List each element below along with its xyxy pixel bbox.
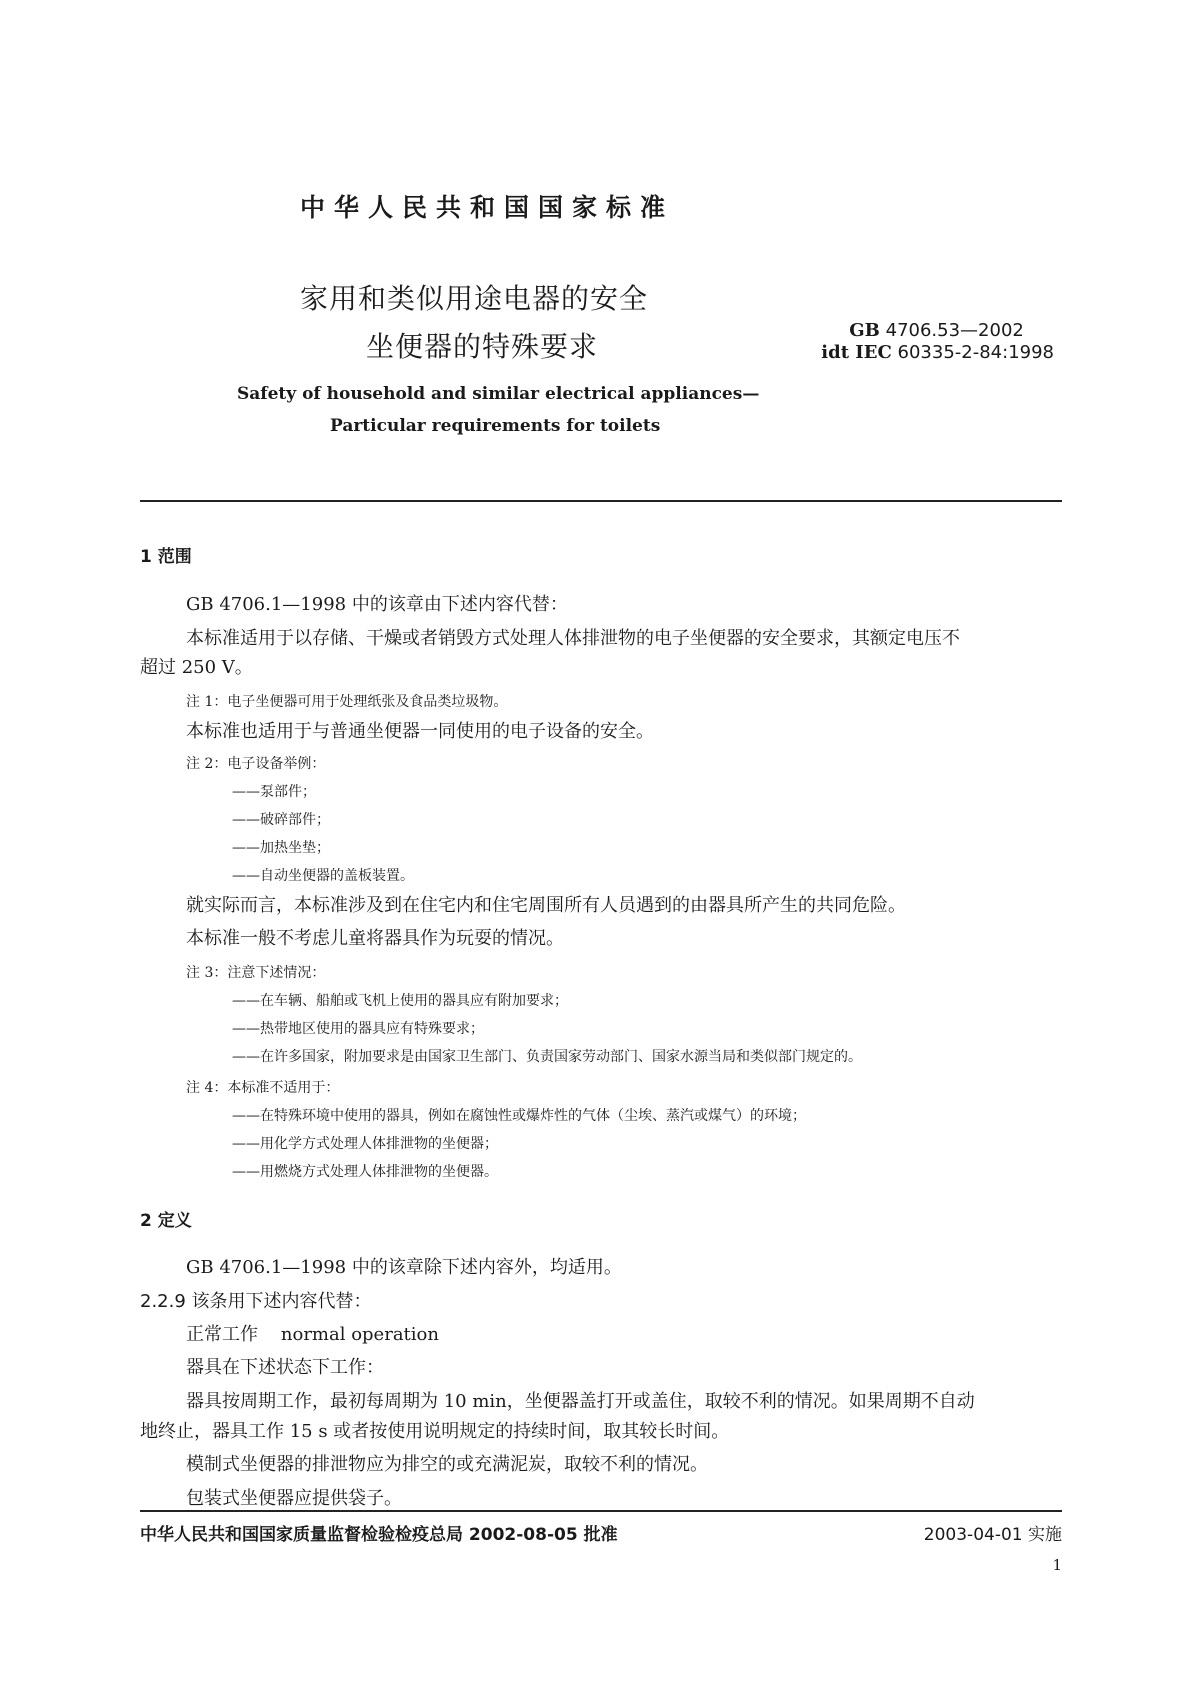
s2-term-normal-operation: 正常工作 normal operation — [186, 1324, 439, 1345]
effective-date: 2003-04-01 实施 — [923, 1525, 1062, 1545]
code-number: 4706.53—2002 — [885, 320, 1024, 341]
idt-number: 60335-2-84:1998 — [897, 342, 1054, 363]
s2-paragraph-3a: 器具按周期工作，最初每周期为 10 min，坐便器盖打开或盖住，取较不利的情况。如果周期不自动 — [186, 1391, 975, 1412]
s1-note-4: 注 4：本标准不适用于： — [186, 1080, 340, 1096]
s2-paragraph-4: 模制式坐便器的排泄物应为排空的或充满泥炭，取较不利的情况。 — [186, 1454, 708, 1475]
s1-note-3-item: ——在许多国家，附加要求是由国家卫生部门、负责国家劳动部门、国家水源当局和类似部门规定的。 — [232, 1049, 862, 1065]
s1-note-3-item: ——热带地区使用的器具应有特殊要求； — [232, 1021, 484, 1037]
s1-paragraph-5: 本标准一般不考虑儿童将器具作为玩耍的情况。 — [186, 928, 564, 949]
s1-note-4-item: ——用燃烧方式处理人体排泄物的坐便器。 — [232, 1164, 498, 1180]
s1-note-1: 注 1：电子坐便器可用于处理纸张及食品类垃圾物。 — [186, 694, 508, 710]
s1-note-2-item: ——加热坐垫； — [232, 840, 330, 856]
header-divider — [140, 500, 1062, 502]
footer-divider — [140, 1510, 1062, 1512]
s1-note-4-item: ——用化学方式处理人体排泄物的坐便器； — [232, 1136, 498, 1152]
national-standard-heading: 中华人民共和国国家标准 — [300, 193, 675, 222]
s1-note-3-item: ——在车辆、船舶或飞机上使用的器具应有附加要求； — [232, 993, 568, 1009]
s2-clause-2-2-9: 2.2.9 该条用下述内容代替： — [140, 1291, 372, 1312]
s1-note-2-item: ——自动坐便器的盖板装置。 — [232, 868, 414, 884]
s1-paragraph-2a: 本标准适用于以存储、干燥或者销毁方式处理人体排泄物的电子坐便器的安全要求，其额定电压不 — [186, 628, 960, 649]
s1-paragraph-1: GB 4706.1—1998 中的该章由下述内容代替： — [186, 594, 568, 615]
section-1-heading: 1 范围 — [140, 547, 192, 567]
s1-note-2-item: ——泵部件； — [232, 784, 316, 800]
title-line-1: 家用和类似用途电器的安全 — [300, 282, 649, 315]
english-title-line-2: Particular requirements for toilets — [330, 416, 661, 436]
section-2-heading: 2 定义 — [140, 1211, 192, 1231]
s2-paragraph-2: 器具在下述状态下工作： — [186, 1357, 384, 1378]
page-number: 1 — [1052, 1556, 1062, 1574]
s1-paragraph-2b: 超过 250 V。 — [140, 657, 253, 678]
idt-prefix: idt IEC — [821, 342, 892, 363]
code-prefix: GB — [849, 320, 880, 341]
s1-paragraph-3: 本标准也适用于与普通坐便器一同使用的电子设备的安全。 — [186, 721, 654, 742]
s2-paragraph-3b: 地终止，器具工作 15 s 或者按使用说明规定的持续时间，取其较长时间。 — [140, 1421, 730, 1442]
standard-code-block — [821, 320, 1054, 364]
s1-note-2: 注 2：电子设备举例： — [186, 756, 326, 772]
s1-note-4-item: ——在特殊环境中使用的器具，例如在腐蚀性或爆炸性的气体（尘埃、蒸汽或煤气）的环境； — [232, 1108, 806, 1124]
approval-line: 中华人民共和国国家质量监督检验检疫总局 2002-08-05 批准 — [140, 1525, 618, 1545]
title-line-2: 坐便器的特殊要求 — [366, 330, 599, 363]
s1-note-2-item: ——破碎部件； — [232, 812, 330, 828]
s2-paragraph-5: 包装式坐便器应提供袋子。 — [186, 1488, 402, 1509]
s1-paragraph-4: 就实际而言，本标准涉及到在住宅内和住宅周围所有人员遇到的由器具所产生的共同危险。 — [186, 895, 906, 916]
english-title-line-1: Safety of household and similar electrical appliances— — [237, 384, 760, 404]
s2-paragraph-1: GB 4706.1—1998 中的该章除下述内容外，均适用。 — [186, 1257, 622, 1278]
s1-note-3: 注 3：注意下述情况： — [186, 965, 326, 981]
